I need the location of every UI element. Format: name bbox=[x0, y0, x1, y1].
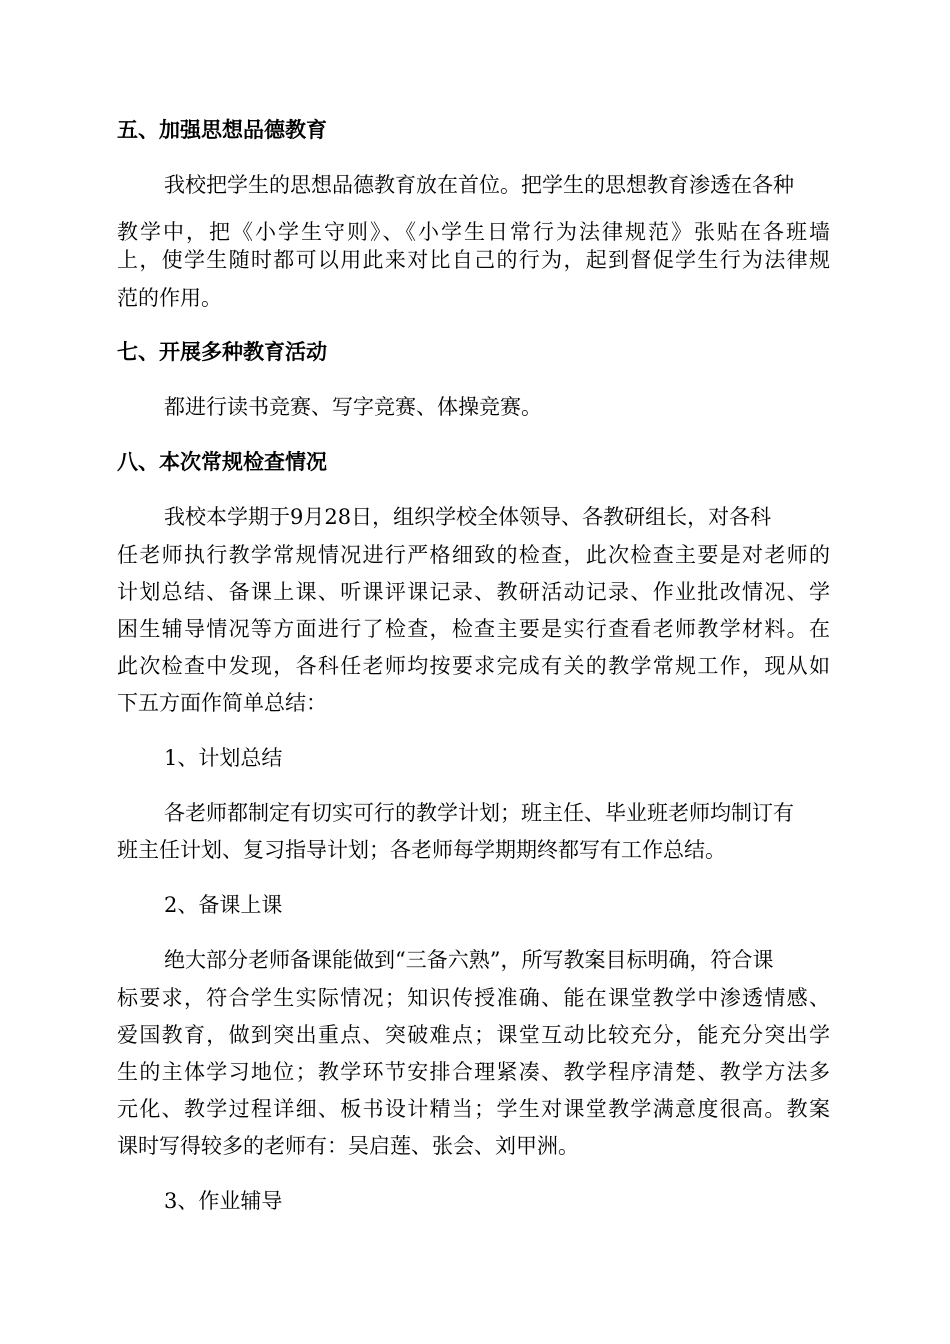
paragraph-line: 课时写得较多的老师有：吴启莲、张会、刘甲洲。 bbox=[117, 1134, 579, 1158]
paragraph-line: 我校本学期于9月28日，组织学校全体领导、各教研组长，对各科 bbox=[164, 505, 772, 529]
paragraph-line: 困生辅导情况等方面进行了检查，检查主要是实行查看老师教学材料。在 bbox=[117, 617, 830, 641]
paragraph-line: 下五方面作简单总结： bbox=[117, 691, 327, 715]
paragraph-line: 此次检查中发现，各科任老师均按要求完成有关的教学常规工作，现从如 bbox=[117, 654, 830, 678]
paragraph-line: 生的主体学习地位；教学环节安排合理紧凑、教学程序清楚、教学方法多 bbox=[117, 1060, 830, 1084]
subsection-title: 2、备课上课 bbox=[164, 893, 283, 917]
paragraph-line: 班主任计划、复习指导计划；各老师每学期期终都写有工作总结。 bbox=[117, 838, 726, 862]
paragraph-line: 爱国教育，做到突出重点、突破难点；课堂互动比较充分，能充分突出学 bbox=[117, 1023, 830, 1047]
subsection-title: 1、计划总结 bbox=[164, 746, 283, 770]
paragraph-line: 各老师都制定有切实可行的教学计划；班主任、毕业班老师均制订有 bbox=[164, 801, 794, 825]
paragraph-line: 任老师执行教学常规情况进行严格细致的检查，此次检查主要是对老师的 bbox=[117, 543, 830, 567]
paragraph-line: 绝大部分老师备课能做到“三备六熟”，所写教案目标明确，符合课 bbox=[164, 948, 774, 972]
section-heading: 五、加强思想品德教育 bbox=[117, 117, 327, 142]
paragraph-line: 元化、教学过程详细、板书设计精当；学生对课堂教学满意度很高。教案 bbox=[117, 1097, 830, 1121]
paragraph-line: 我校把学生的思想品德教育放在首位。把学生的思想教育渗透在各种 bbox=[164, 173, 794, 197]
subsection-title: 3、作业辅导 bbox=[164, 1189, 283, 1213]
section-heading: 七、开展多种教育活动 bbox=[117, 339, 327, 364]
paragraph-line: 教学中，把《小学生守则》、《小学生日常行为法律规范》张贴在各班墙 bbox=[117, 220, 830, 244]
paragraph-line: 标要求，符合学生实际情况；知识传授准确、能在课堂教学中渗透情感、 bbox=[117, 986, 830, 1010]
paragraph-line: 都进行读书竞赛、写字竞赛、体操竞赛。 bbox=[164, 395, 542, 419]
paragraph-line: 计划总结、备课上课、听课评课记录、教研活动记录、作业批改情况、学 bbox=[117, 580, 830, 604]
paragraph-line: 范的作用。 bbox=[117, 286, 222, 310]
paragraph-line: 上，使学生随时都可以用此来对比自己的行为，起到督促学生行为法律规 bbox=[117, 248, 830, 272]
section-heading: 八、本次常规检查情况 bbox=[117, 449, 327, 474]
